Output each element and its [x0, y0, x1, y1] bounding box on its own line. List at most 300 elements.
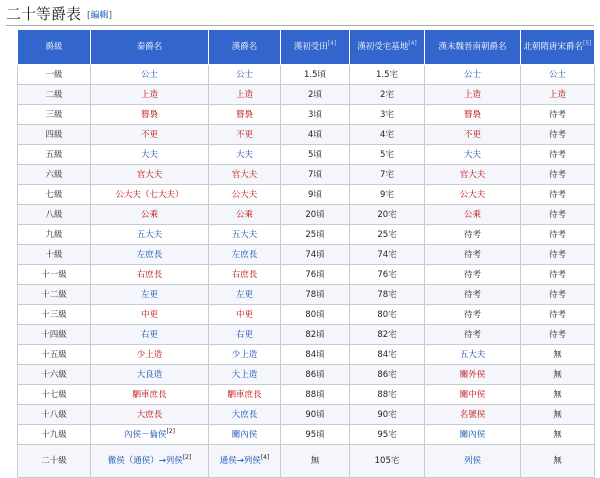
table-row	[18, 85, 595, 105]
table-cell	[281, 305, 350, 325]
cell-text: 25宅	[377, 229, 397, 240]
cell-text: 待考	[463, 229, 481, 240]
cell-text: 74頃	[305, 249, 325, 260]
column-header-label: 漢末魏晉南朝爵名	[438, 42, 507, 52]
table-cell	[425, 65, 521, 85]
column-header	[350, 30, 425, 65]
table-cell	[281, 145, 350, 165]
article-link[interactable]: 左庶長	[231, 249, 258, 260]
cell-text: 待考	[463, 309, 481, 320]
table-cell	[521, 85, 595, 105]
missing-article-link[interactable]: 公大夫（七大夫）	[115, 189, 184, 200]
table-row	[18, 445, 595, 478]
missing-article-link[interactable]: 公大夫	[231, 189, 258, 200]
missing-article-link[interactable]: 駟車庶長	[132, 389, 167, 400]
cell-text: 十三級	[41, 309, 67, 320]
cell-text: 待考	[463, 249, 481, 260]
cell-text: 六級	[45, 169, 63, 180]
table-cell	[425, 365, 521, 385]
cell-text: 待考	[548, 329, 566, 340]
cell-text: 3頃	[308, 109, 322, 120]
table-cell	[91, 205, 209, 225]
table-cell	[18, 385, 91, 405]
citation-link[interactable]: [5]	[583, 40, 592, 48]
table-cell	[281, 345, 350, 365]
table-cell	[521, 425, 595, 445]
article-link[interactable]: 列侯	[463, 456, 481, 466]
table-cell	[18, 445, 91, 478]
missing-article-link[interactable]: 上造	[140, 89, 158, 100]
table-cell	[521, 145, 595, 165]
article-link[interactable]: 大夫	[463, 149, 481, 160]
ranks-table	[17, 29, 595, 478]
missing-article-link[interactable]: 右庶長	[136, 269, 163, 280]
cell-text: 十五級	[41, 349, 67, 360]
cell-text: 1.5宅	[375, 69, 399, 80]
missing-article-link[interactable]: 關中侯	[459, 389, 486, 400]
table-cell	[350, 445, 425, 478]
table-cell	[91, 285, 209, 305]
missing-article-link[interactable]: 少上造	[136, 349, 163, 360]
cell-text: 86宅	[377, 369, 397, 380]
table-cell	[521, 125, 595, 145]
cell-text: 90頃	[305, 409, 325, 420]
table-cell	[18, 365, 91, 385]
cell-text: 十六級	[41, 369, 67, 380]
cell-text: 88宅	[377, 389, 397, 400]
missing-article-link[interactable]: 簪裊	[140, 109, 158, 120]
table-cell	[209, 85, 281, 105]
column-header-label: 北朝隋唐宋爵名	[523, 42, 583, 52]
table-cell	[425, 385, 521, 405]
column-header-label: 漢初受田	[293, 42, 328, 52]
table-cell	[91, 225, 209, 245]
table-cell	[209, 325, 281, 345]
table-cell	[18, 85, 91, 105]
table-cell	[18, 165, 91, 185]
table-cell	[18, 345, 91, 365]
table-row	[18, 325, 595, 345]
table-cell	[425, 405, 521, 425]
column-header	[18, 30, 91, 65]
article-link[interactable]: 通侯→列侯	[219, 456, 261, 466]
missing-article-link[interactable]: 上造	[235, 89, 253, 100]
table-cell	[425, 185, 521, 205]
table-cell	[521, 165, 595, 185]
table-cell	[350, 65, 425, 85]
table-cell	[209, 265, 281, 285]
missing-article-link[interactable]: 公大夫	[459, 189, 486, 200]
table-cell	[209, 425, 281, 445]
table-cell	[18, 285, 91, 305]
cell-text: 一級	[45, 69, 63, 80]
table-cell	[281, 85, 350, 105]
table-cell	[521, 345, 595, 365]
missing-article-link[interactable]: 中更	[140, 309, 158, 320]
missing-article-link[interactable]: 不更	[463, 129, 481, 140]
table-cell	[209, 165, 281, 185]
table-cell	[209, 105, 281, 125]
table-row	[18, 65, 595, 85]
cell-text: 九級	[45, 229, 63, 240]
table-cell	[521, 65, 595, 85]
article-link[interactable]: 公士	[548, 69, 566, 80]
table-cell	[281, 325, 350, 345]
cell-text: 待考	[548, 269, 566, 280]
missing-article-link[interactable]: 簪裊	[463, 109, 481, 120]
table-cell	[209, 405, 281, 425]
table-row	[18, 365, 595, 385]
table-cell	[281, 225, 350, 245]
missing-article-link[interactable]: 官大夫	[136, 169, 163, 180]
column-header	[209, 30, 281, 65]
table-cell	[350, 345, 425, 365]
table-cell	[521, 305, 595, 325]
column-header	[281, 30, 350, 65]
table-cell	[425, 125, 521, 145]
cell-text: 2宅	[380, 89, 394, 100]
table-cell	[281, 165, 350, 185]
cell-text: 無	[553, 389, 562, 400]
table-body	[18, 65, 595, 478]
table-cell	[209, 345, 281, 365]
cell-text: 待考	[548, 149, 566, 160]
cell-text: 十七級	[41, 389, 67, 400]
cell-text: 待考	[548, 189, 566, 200]
cell-text: 74宅	[377, 249, 397, 260]
table-row	[18, 245, 595, 265]
cell-text: 十一級	[41, 269, 67, 280]
cell-text: 88頃	[305, 389, 325, 400]
table-cell	[425, 285, 521, 305]
table-cell	[281, 285, 350, 305]
table-cell	[521, 225, 595, 245]
article-link[interactable]: 五大夫	[231, 229, 258, 240]
table-cell	[18, 205, 91, 225]
missing-article-link[interactable]: 上造	[548, 89, 566, 100]
article-link[interactable]: 五大夫	[459, 349, 486, 360]
article-link[interactable]: 公士	[140, 69, 158, 80]
table-cell	[91, 365, 209, 385]
table-cell	[209, 225, 281, 245]
cell-text: 待考	[548, 169, 566, 180]
cell-text: 105宅	[374, 456, 400, 466]
table-cell	[521, 385, 595, 405]
article-link[interactable]: 徹侯（通侯）→列侯	[107, 456, 183, 466]
article-link[interactable]: 關內侯	[231, 429, 258, 440]
cell-text: 待考	[548, 249, 566, 260]
table-cell	[425, 265, 521, 285]
edit-section-link[interactable]: 編輯	[90, 11, 109, 21]
table-row	[18, 305, 595, 325]
table-cell	[521, 405, 595, 425]
cell-text: 9宅	[380, 189, 394, 200]
cell-text: 20宅	[377, 209, 397, 220]
section-heading	[6, 3, 594, 26]
article-link[interactable]: 右更	[235, 329, 253, 340]
cell-text: 待考	[548, 209, 566, 220]
cell-text: 1.5頃	[303, 69, 327, 80]
column-header	[91, 30, 209, 65]
table-cell	[91, 165, 209, 185]
table-cell	[425, 85, 521, 105]
table-cell	[281, 425, 350, 445]
cell-text: 十八級	[41, 409, 67, 420]
table-cell	[425, 145, 521, 165]
table-cell	[18, 185, 91, 205]
cell-text: 十級	[45, 249, 63, 260]
cell-text: 84頃	[305, 349, 325, 360]
table-cell	[18, 225, 91, 245]
table-cell	[209, 365, 281, 385]
table-cell	[425, 245, 521, 265]
cell-text: 待考	[463, 289, 481, 300]
table-cell	[91, 185, 209, 205]
table-row	[18, 405, 595, 425]
cell-text: 5頃	[308, 149, 322, 160]
cell-text: 待考	[548, 109, 566, 120]
column-header-label: 爵級	[45, 42, 63, 52]
cell-text: 待考	[463, 329, 481, 340]
table-cell	[91, 105, 209, 125]
column-header-label: 漢初受宅基地	[357, 42, 409, 52]
table-cell	[209, 65, 281, 85]
table-cell	[350, 425, 425, 445]
table-cell	[350, 325, 425, 345]
table-cell	[91, 445, 209, 478]
table-row	[18, 125, 595, 145]
cell-text: 76頃	[305, 269, 325, 280]
table-cell	[521, 325, 595, 345]
cell-text: 二級	[45, 89, 63, 100]
table-cell	[350, 305, 425, 325]
missing-article-link[interactable]: 簪裊	[235, 109, 253, 120]
table-cell	[425, 105, 521, 125]
table-cell	[425, 165, 521, 185]
table-cell	[350, 245, 425, 265]
cell-text: 95宅	[377, 429, 397, 440]
table-cell	[18, 405, 91, 425]
table-cell	[521, 365, 595, 385]
missing-article-link[interactable]: 官大夫	[459, 169, 486, 180]
article-link[interactable]: 內侯－倫侯	[123, 429, 167, 440]
column-header-label: 秦爵名	[136, 42, 163, 52]
citation-link[interactable]: [4]	[260, 454, 270, 462]
cell-text: 無	[553, 409, 562, 420]
citation-link[interactable]: [2]	[182, 454, 192, 462]
section-title: 二十等爵表	[6, 5, 82, 23]
table-row	[18, 145, 595, 165]
table-cell	[281, 265, 350, 285]
table-cell	[425, 425, 521, 445]
table-cell	[281, 105, 350, 125]
table-row	[18, 185, 595, 205]
cell-text: 待考	[548, 229, 566, 240]
article-link[interactable]: 右更	[140, 329, 158, 340]
missing-article-link[interactable]: 官大夫	[231, 169, 258, 180]
table-cell	[350, 205, 425, 225]
cell-text: 82宅	[377, 329, 397, 340]
table-cell	[350, 285, 425, 305]
missing-article-link[interactable]: 駟車庶長	[227, 389, 262, 400]
missing-article-link[interactable]: 右庶長	[231, 269, 258, 280]
cell-text: 95頃	[305, 429, 325, 440]
cell-text: 5宅	[380, 149, 394, 160]
citation-link[interactable]: [2]	[166, 427, 175, 435]
table-cell	[91, 65, 209, 85]
cell-text: 80宅	[377, 309, 397, 320]
cell-text: 82頃	[305, 329, 325, 340]
table-cell	[281, 445, 350, 478]
table-cell	[281, 125, 350, 145]
cell-text: 20頃	[305, 209, 325, 220]
table-cell	[425, 325, 521, 345]
column-header	[521, 30, 595, 65]
article-link[interactable]: 左更	[140, 289, 158, 300]
cell-text: 八級	[45, 209, 63, 220]
table-cell	[521, 265, 595, 285]
table-cell	[209, 285, 281, 305]
table-cell	[521, 445, 595, 478]
missing-article-link[interactable]: 關外侯	[459, 369, 486, 380]
article-link[interactable]: 少上造	[231, 349, 258, 360]
table-row	[18, 265, 595, 285]
article-link[interactable]: 大上造	[231, 369, 258, 380]
cell-text: 待考	[463, 269, 481, 280]
column-header-label: 漢爵名	[231, 42, 258, 52]
missing-article-link[interactable]: 中更	[235, 309, 253, 320]
cell-text: 86頃	[305, 369, 325, 380]
article-link[interactable]: 大夫	[235, 149, 253, 160]
table-cell	[18, 325, 91, 345]
table-cell	[425, 305, 521, 325]
table-cell	[91, 85, 209, 105]
missing-article-link[interactable]: 公乘	[235, 209, 253, 220]
table-cell	[281, 385, 350, 405]
cell-text: 78頃	[305, 289, 325, 300]
article-link[interactable]: 公士	[235, 69, 253, 80]
cell-text: 待考	[548, 129, 566, 140]
table-cell	[281, 65, 350, 85]
table-cell	[209, 205, 281, 225]
article-link[interactable]: 左庶長	[136, 249, 163, 260]
cell-text: 7宅	[380, 169, 394, 180]
cell-text: 4頃	[308, 129, 322, 140]
cell-text: 無	[553, 349, 562, 360]
cell-text: 7頃	[308, 169, 322, 180]
citation-link[interactable]: [4]	[408, 40, 417, 48]
cell-text: 無	[553, 429, 562, 440]
table-cell	[521, 205, 595, 225]
cell-text: 84宅	[377, 349, 397, 360]
table-cell	[209, 245, 281, 265]
table-cell	[281, 185, 350, 205]
table-cell	[91, 385, 209, 405]
table-cell	[91, 125, 209, 145]
table-cell	[91, 425, 209, 445]
table-cell	[350, 405, 425, 425]
table-row	[18, 385, 595, 405]
table-cell	[18, 105, 91, 125]
cell-text: 待考	[548, 289, 566, 300]
table-cell	[521, 185, 595, 205]
cell-text: 十四級	[41, 329, 67, 340]
table-cell	[281, 245, 350, 265]
cell-text: 80頃	[305, 309, 325, 320]
missing-article-link[interactable]: 大庶長	[136, 409, 163, 420]
article-link[interactable]: 五大夫	[136, 229, 163, 240]
table-cell	[91, 325, 209, 345]
table-cell	[91, 245, 209, 265]
cell-text: 十二級	[41, 289, 67, 300]
column-header	[425, 30, 521, 65]
table-cell	[350, 125, 425, 145]
table-cell	[350, 165, 425, 185]
table-cell	[521, 285, 595, 305]
table-cell	[18, 145, 91, 165]
table-row	[18, 285, 595, 305]
table-cell	[209, 145, 281, 165]
cell-text: 9頃	[308, 189, 322, 200]
table-cell	[425, 445, 521, 478]
table-cell	[91, 405, 209, 425]
table-cell	[425, 345, 521, 365]
table-cell	[18, 65, 91, 85]
article-link[interactable]: 大良造	[136, 369, 163, 380]
article-link[interactable]: 公士	[463, 69, 481, 80]
table-row	[18, 225, 595, 245]
cell-text: 76宅	[377, 269, 397, 280]
citation-link[interactable]: [4]	[327, 40, 337, 48]
missing-article-link[interactable]: 公乘	[463, 209, 481, 220]
missing-article-link[interactable]: 公乘	[140, 209, 158, 220]
missing-article-link[interactable]: 上造	[463, 89, 481, 100]
cell-text: 待考	[548, 309, 566, 320]
table-cell	[18, 265, 91, 285]
table-cell	[425, 205, 521, 225]
missing-article-link[interactable]: 名號侯	[459, 409, 486, 420]
cell-text: 七級	[45, 189, 63, 200]
cell-text: 4宅	[380, 129, 394, 140]
table-cell	[350, 145, 425, 165]
article-link[interactable]: 大夫	[140, 149, 158, 160]
table-cell	[425, 225, 521, 245]
table-cell	[350, 105, 425, 125]
table-cell	[209, 305, 281, 325]
missing-article-link[interactable]: 不更	[235, 129, 253, 140]
table-cell	[209, 185, 281, 205]
table-header-row	[18, 30, 595, 65]
cell-text: 3宅	[380, 109, 394, 120]
article-link[interactable]: 關內侯	[459, 429, 486, 440]
cell-text: 無	[310, 456, 320, 466]
article-link[interactable]: 左更	[235, 289, 253, 300]
cell-text: 無	[553, 369, 562, 380]
missing-article-link[interactable]: 不更	[140, 129, 158, 140]
table-cell	[91, 305, 209, 325]
table-cell	[281, 405, 350, 425]
table-cell	[350, 85, 425, 105]
cell-text: 90宅	[377, 409, 397, 420]
table-cell	[350, 185, 425, 205]
table-row	[18, 425, 595, 445]
edit-section-link-wrapper: [編輯]	[87, 11, 113, 21]
cell-text: 25頃	[305, 229, 325, 240]
article-link[interactable]: 大庶長	[231, 409, 258, 420]
table-cell	[91, 345, 209, 365]
table-cell	[209, 445, 281, 478]
table-cell	[18, 425, 91, 445]
